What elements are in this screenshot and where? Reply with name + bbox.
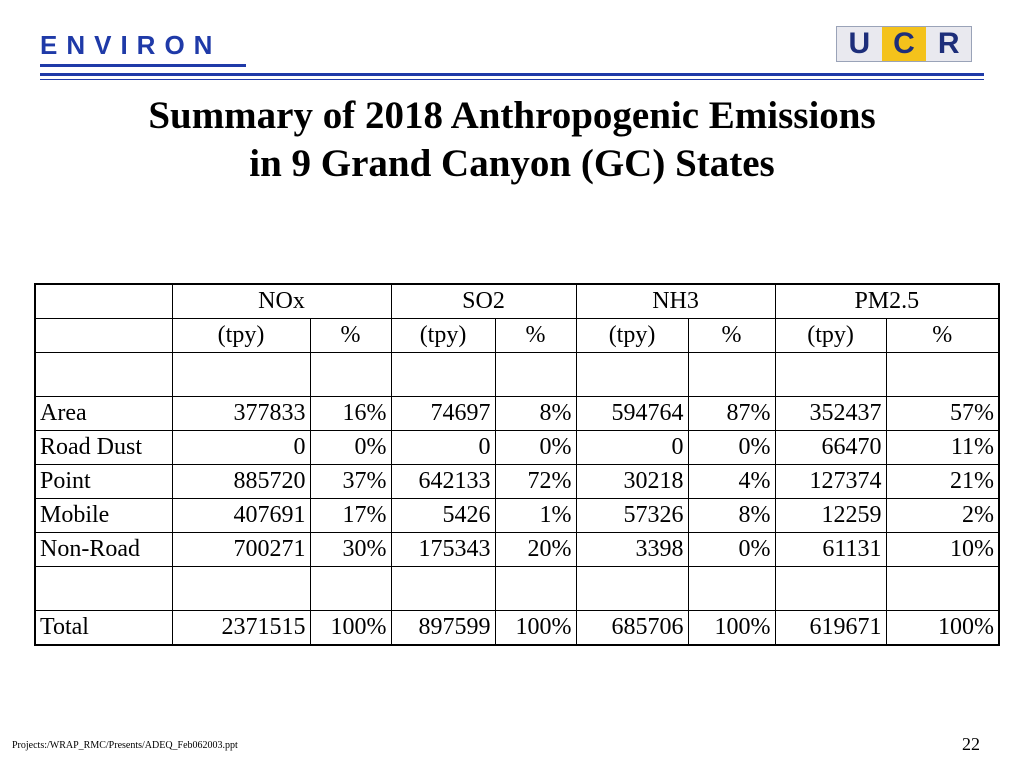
table-cell: 17% [310, 499, 391, 533]
pollutant-header-so2: SO2 [391, 284, 576, 319]
table-cell: 352437 [775, 397, 886, 431]
table-cell: 30% [310, 533, 391, 567]
row-label: Non-Road [35, 533, 172, 567]
corner-cell [35, 284, 172, 319]
row-label: Point [35, 465, 172, 499]
unit-header: (tpy) [576, 319, 688, 353]
header-rule-thick [40, 73, 984, 76]
table-cell: 8% [495, 397, 576, 431]
table-cell: 66470 [775, 431, 886, 465]
slide-title [0, 92, 1024, 188]
table-cell: 57% [886, 397, 999, 431]
table-cell: 72% [495, 465, 576, 499]
emissions-table [34, 283, 1000, 646]
pollutant-header-nh3: NH3 [576, 284, 775, 319]
table-cell: 37% [310, 465, 391, 499]
total-cell: 100% [495, 611, 576, 646]
table-cell: 11% [886, 431, 999, 465]
table-cell: 5426 [391, 499, 495, 533]
table-cell: 0% [688, 431, 775, 465]
header-rule-thin [40, 79, 984, 80]
table-cell: 74697 [391, 397, 495, 431]
table-cell: 594764 [576, 397, 688, 431]
table-cell: 16% [310, 397, 391, 431]
table-cell: 0 [391, 431, 495, 465]
total-cell: 100% [310, 611, 391, 646]
pollutant-header-pm25: PM2.5 [775, 284, 999, 319]
table-row [35, 533, 999, 567]
slide-title-line-2: in 9 Grand Canyon (GC) States [249, 142, 775, 185]
unit-header: % [495, 319, 576, 353]
table-cell: 12259 [775, 499, 886, 533]
table-cell: 175343 [391, 533, 495, 567]
table-cell: 2% [886, 499, 999, 533]
row-label: Mobile [35, 499, 172, 533]
total-cell: 100% [688, 611, 775, 646]
table-cell: 1% [495, 499, 576, 533]
pollutant-header-row [35, 284, 999, 319]
table-cell: 0% [495, 431, 576, 465]
ucr-logo-c: C [882, 27, 927, 61]
units-corner-cell [35, 319, 172, 353]
table-cell: 10% [886, 533, 999, 567]
ucr-logo-r: R [926, 27, 971, 61]
unit-header: % [886, 319, 999, 353]
table-cell: 20% [495, 533, 576, 567]
unit-header: (tpy) [775, 319, 886, 353]
environ-logo [40, 28, 248, 62]
units-header-row [35, 319, 999, 353]
table-row [35, 465, 999, 499]
table-cell: 30218 [576, 465, 688, 499]
table-cell: 885720 [172, 465, 310, 499]
total-cell: 619671 [775, 611, 886, 646]
spacer-row [35, 353, 999, 397]
table-cell: 0% [310, 431, 391, 465]
table-cell: 4% [688, 465, 775, 499]
unit-header: (tpy) [391, 319, 495, 353]
environ-logo-underline [40, 64, 246, 67]
row-label: Road Dust [35, 431, 172, 465]
total-cell: 100% [886, 611, 999, 646]
total-cell: 685706 [576, 611, 688, 646]
total-label: Total [35, 611, 172, 646]
table-cell: 87% [688, 397, 775, 431]
unit-header: % [688, 319, 775, 353]
table-cell: 0% [688, 533, 775, 567]
table-cell: 61131 [775, 533, 886, 567]
unit-header: (tpy) [172, 319, 310, 353]
table-cell: 0 [172, 431, 310, 465]
footer-file-path: Projects:/WRAP_RMC/Presents/ADEQ_Feb062003.ppt [12, 740, 238, 751]
table-cell: 407691 [172, 499, 310, 533]
total-cell: 897599 [391, 611, 495, 646]
table-cell: 8% [688, 499, 775, 533]
table-cell: 3398 [576, 533, 688, 567]
table-row [35, 499, 999, 533]
total-cell: 2371515 [172, 611, 310, 646]
pollutant-header-nox: NOx [172, 284, 391, 319]
unit-header: % [310, 319, 391, 353]
table-cell: 57326 [576, 499, 688, 533]
environ-logo-text: ENVIRON [40, 30, 222, 60]
table-cell: 0 [576, 431, 688, 465]
total-row [35, 611, 999, 646]
table-cell: 377833 [172, 397, 310, 431]
table-cell: 700271 [172, 533, 310, 567]
ucr-logo [836, 26, 972, 62]
row-label: Area [35, 397, 172, 431]
page-number: 22 [962, 734, 980, 754]
table-row [35, 431, 999, 465]
table-row [35, 397, 999, 431]
ucr-logo-u: U [837, 27, 882, 61]
table-cell: 21% [886, 465, 999, 499]
table-cell: 642133 [391, 465, 495, 499]
table-cell: 127374 [775, 465, 886, 499]
spacer-row [35, 567, 999, 611]
slide-title-line-1: Summary of 2018 Anthropogenic Emissions [148, 94, 876, 137]
